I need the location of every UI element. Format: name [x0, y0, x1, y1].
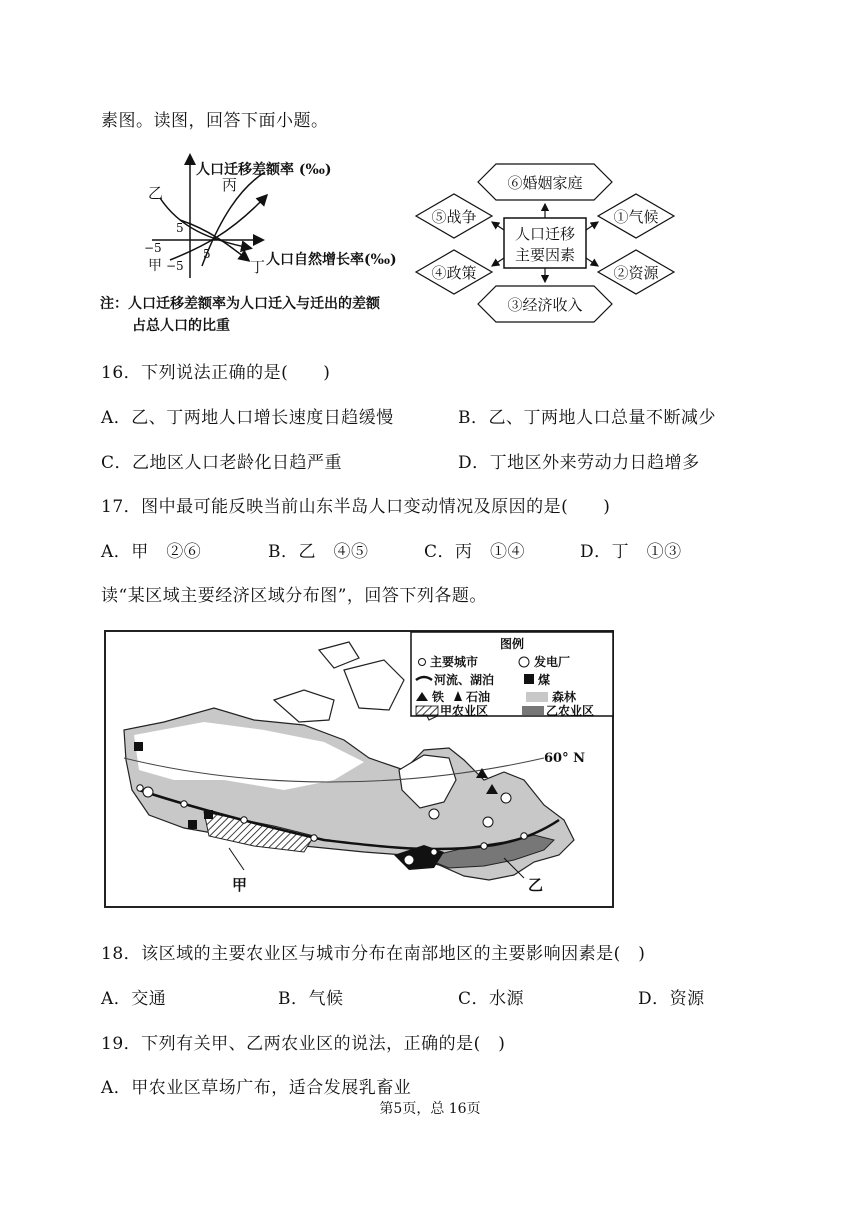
- legend-jia: 甲农业区: [440, 704, 489, 718]
- intro-text: 素图。读图，回答下面小题。: [101, 111, 329, 131]
- tick-x-neg5: −5: [144, 241, 162, 255]
- city-marker: [431, 849, 437, 855]
- q17-stem: 17．图中最可能反映当前山东半岛人口变动情况及原因的是( ): [101, 497, 611, 517]
- graph-note-line1: 注：人口迁移差额率为人口迁入与迁出的差额: [100, 296, 380, 312]
- q17-option-b[interactable]: B．乙 ④⑤: [268, 542, 369, 562]
- city-marker: [137, 785, 143, 791]
- curve-label-jia: 甲: [148, 258, 162, 274]
- coal-marker: [204, 810, 213, 819]
- legend-city: 主要城市: [430, 655, 479, 669]
- curve-label-yi: 乙: [148, 184, 164, 202]
- migration-rate-graph: [100, 148, 420, 343]
- city-marker: [241, 817, 247, 823]
- curve-label-bing: 丙: [222, 176, 238, 194]
- power-plant-marker: [501, 793, 511, 803]
- factor-4-label: ④政策: [431, 264, 477, 282]
- legend-plant: 发电厂: [534, 655, 571, 669]
- legend-title: 图例: [500, 637, 525, 651]
- factor-5-label: ⑤战争: [431, 208, 477, 226]
- coal-marker: [188, 820, 197, 829]
- tick-y-neg5: −5: [166, 259, 184, 273]
- legend-oil: 石油: [466, 690, 491, 704]
- map-label-jia: 甲: [232, 876, 248, 894]
- q16-option-c[interactable]: C．乙地区人口老龄化日趋严重: [101, 453, 343, 473]
- legend-river: 河流、湖泊: [434, 673, 495, 687]
- q17-option-d[interactable]: D．丁 ①③: [580, 542, 682, 562]
- q17-option-c[interactable]: C．丙 ①④: [424, 542, 526, 562]
- q18-stem: 18．该区域的主要农业区与城市分布在南部地区的主要影响因素是( ): [101, 944, 646, 964]
- legend-iron: 铁: [432, 690, 445, 704]
- q18-option-b[interactable]: B．气候: [278, 989, 344, 1009]
- page-footer: 第5页，总 16页: [379, 1101, 481, 1117]
- q16-option-b[interactable]: B．乙、丁两地人口总量不断减少: [458, 408, 716, 428]
- map-label-yi: 乙: [528, 876, 544, 894]
- map-legend: [411, 632, 613, 718]
- factor-6-label: ⑥婚姻家庭: [507, 174, 583, 192]
- coal-marker: [134, 742, 143, 751]
- migration-factors-diagram: [412, 154, 680, 324]
- factor-3-label: ③经济收入: [507, 296, 583, 314]
- q19-option-a[interactable]: A．甲农业区草场广布，适合发展乳畜业: [101, 1078, 412, 1098]
- power-plant-marker: [143, 787, 153, 797]
- q16-option-d[interactable]: D．丁地区外来劳动力日趋增多: [458, 453, 700, 473]
- map-intro-text: 读“某区域主要经济区域分布图”，回答下列各题。: [101, 586, 487, 606]
- city-marker: [181, 801, 187, 807]
- curve-label-ding: 丁: [250, 258, 266, 276]
- economic-region-map: [104, 630, 614, 908]
- power-plant-marker: [429, 809, 439, 819]
- factor-1-label: ①气候: [613, 208, 659, 226]
- city-marker: [521, 833, 527, 839]
- q18-option-a[interactable]: A．交通: [101, 989, 167, 1009]
- q19-stem: 19．下列有关甲、乙两农业区的说法，正确的是( ): [101, 1034, 506, 1054]
- legend-yi: 乙农业区: [546, 704, 595, 718]
- lat-60-label: 60° N: [544, 751, 585, 766]
- power-plant-marker: [404, 855, 414, 865]
- x-axis-label: 人口自然增长率(‰): [266, 252, 397, 268]
- q16-stem: 16．下列说法正确的是( ): [101, 363, 331, 383]
- center-line2: 主要因素: [514, 246, 576, 264]
- city-marker: [311, 835, 317, 841]
- q16-option-a[interactable]: A．乙、丁两地人口增长速度日趋缓慢: [101, 408, 394, 428]
- q18-option-c[interactable]: C．水源: [458, 989, 525, 1009]
- graph-note-line2: 占总人口的比重: [132, 318, 230, 334]
- q18-option-d[interactable]: D．资源: [638, 989, 705, 1009]
- tick-y-5: 5: [176, 221, 184, 235]
- power-plant-marker: [483, 817, 493, 827]
- legend-forest: 森林: [552, 690, 577, 704]
- y-axis-label: 人口迁移差额率 (‰): [196, 162, 332, 178]
- legend-coal: 煤: [538, 673, 551, 687]
- city-marker: [481, 843, 487, 849]
- tick-x-5: 5: [203, 247, 211, 261]
- factor-2-label: ②资源: [613, 264, 659, 282]
- center-line1: 人口迁移: [514, 225, 576, 243]
- q17-option-a[interactable]: A．甲 ②⑥: [101, 542, 202, 562]
